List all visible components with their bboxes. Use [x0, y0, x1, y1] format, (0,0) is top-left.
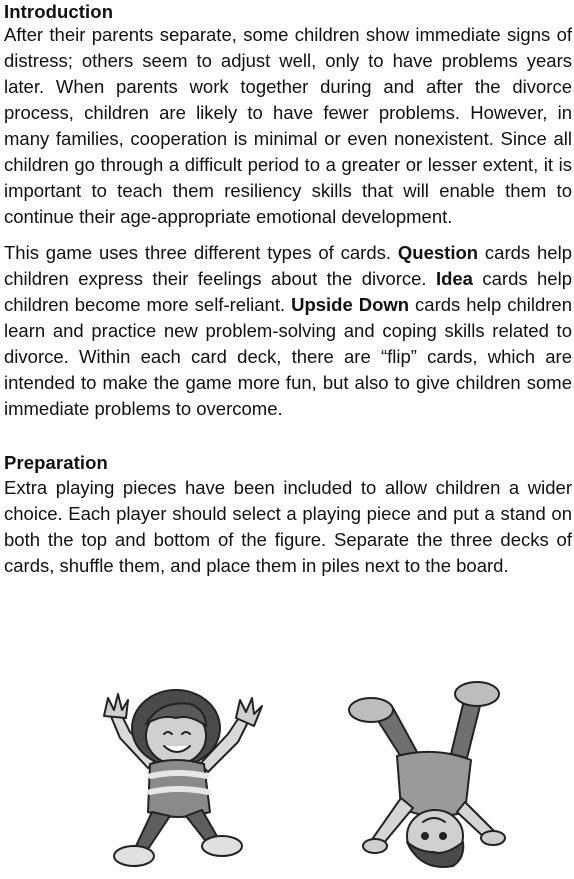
upside-down-child-illustration	[325, 676, 525, 876]
text-run: cards help children become more self-reliant.	[4, 268, 572, 315]
question-cards-term: Question	[397, 242, 479, 263]
preparation-paragraph: Extra playing pieces have been included to allow children a wider choice. Each player should select a playing piece and put a stand on both the top and bottom of the figure. Separate the three decks of cards, shuffle them, and place them in piles next to the board.	[4, 477, 572, 576]
text-run: This game uses three different types of cards.	[4, 242, 398, 263]
introduction-paragraph-1: After their parents separate, some children show immediate signs of distress; others seem to adjust well, only to have problems years later. When parents work together during and after the divorce process, children are likely to have fewer problems. However, in many families, cooperation is minimal or even nonexistent. Since all children go through a difficult period to a greater or lesser extent, it is important to teach them resiliency skills that will enable them to continue their age-appropriate emotional development.	[4, 24, 572, 227]
jumping-child-illustration	[90, 676, 270, 876]
document-page	[4, 0, 572, 579]
text-run: cards help children learn and practice new problem-solving and coping skills related to divorce. Within each card deck, there are “flip” cards, which are intended to make the game more fun, but also to give children some immediate problems to overcome.	[4, 294, 572, 419]
introduction-heading: Introduction	[4, 1, 114, 22]
text-run: cards help children express their feelings about the divorce.	[4, 242, 572, 289]
upside-down-cards-term: Upside Down	[291, 294, 410, 315]
idea-cards-term: Idea	[435, 268, 473, 289]
preparation-heading: Preparation	[4, 452, 108, 473]
introduction-paragraph-2	[4, 240, 572, 422]
